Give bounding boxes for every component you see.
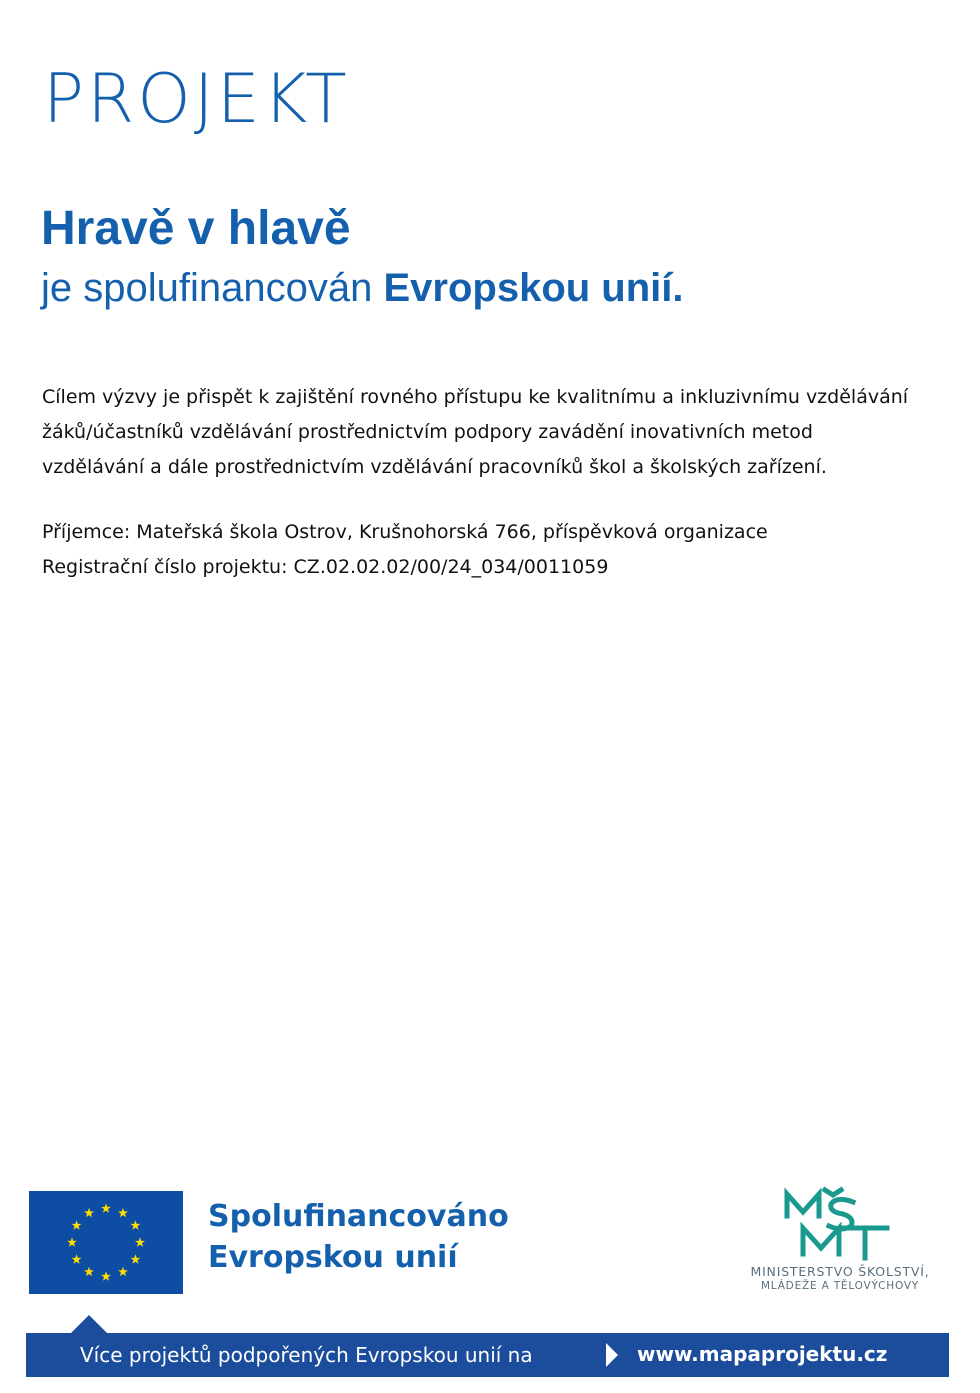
project-name: Hravě v hlavě <box>41 202 351 255</box>
registration-number: Registrační číslo projektu: CZ.02.02.02/00/24_034/0011059 <box>42 556 609 578</box>
eu-star <box>101 1271 111 1280</box>
eu-star <box>101 1203 111 1212</box>
cofunding-eu: Evropskou unií. <box>383 266 684 310</box>
eu-cofunded-text <box>208 1196 509 1278</box>
eu-star <box>135 1237 145 1246</box>
eu-star <box>67 1237 77 1246</box>
description-line: žáků/účastníků vzdělávání prostřednictvím podpory zavádění inovativních metod <box>42 421 813 443</box>
eu-star <box>118 1267 128 1276</box>
recipient: Příjemce: Mateřská škola Ostrov, Krušnohorská 766, příspěvková organizace <box>42 521 768 543</box>
description-line: vzdělávání a dále prostřednictvím vzdělávání pracovníků škol a školských zařízení. <box>42 456 827 478</box>
msmt-name-line2: MLÁDEŽE A TĚLOVÝCHOVY <box>760 1280 920 1292</box>
eu-star <box>131 1254 141 1263</box>
eu-star <box>84 1208 94 1217</box>
eu-text-line1: Spolufinancováno <box>208 1199 509 1234</box>
eu-star <box>84 1267 94 1276</box>
msmt-name-line1: MINISTERSTVO ŠKOLSTVÍ, <box>750 1264 930 1279</box>
eu-star <box>72 1254 82 1263</box>
eu-star <box>118 1208 128 1217</box>
project-meta <box>42 515 932 585</box>
footer-text: Více projektů podpořených Evropskou unií na <box>80 1343 533 1367</box>
cofunding-prefix: je spolufinancován <box>41 266 384 310</box>
eu-text-line2: Evropskou unií <box>208 1240 458 1275</box>
footer-url-link[interactable]: www.mapaprojektu.cz <box>637 1342 888 1366</box>
call-description <box>42 380 932 485</box>
eu-stars-icon <box>29 1191 183 1294</box>
arrow-right-icon <box>606 1343 618 1367</box>
cofunding-statement <box>41 268 684 308</box>
footer-tab-notch <box>70 1315 108 1334</box>
eu-star <box>131 1220 141 1229</box>
eu-star <box>72 1220 82 1229</box>
msmt-monogram-icon <box>725 1186 955 1264</box>
msmt-logo <box>725 1186 955 1296</box>
description-line: Cílem výzvy je přispět k zajištění rovného přístupu ke kvalitnímu a inkluzivnímu vzdělávání <box>42 386 909 408</box>
eu-flag-logo <box>29 1191 183 1294</box>
poster-label: PROJEKT <box>43 60 350 139</box>
